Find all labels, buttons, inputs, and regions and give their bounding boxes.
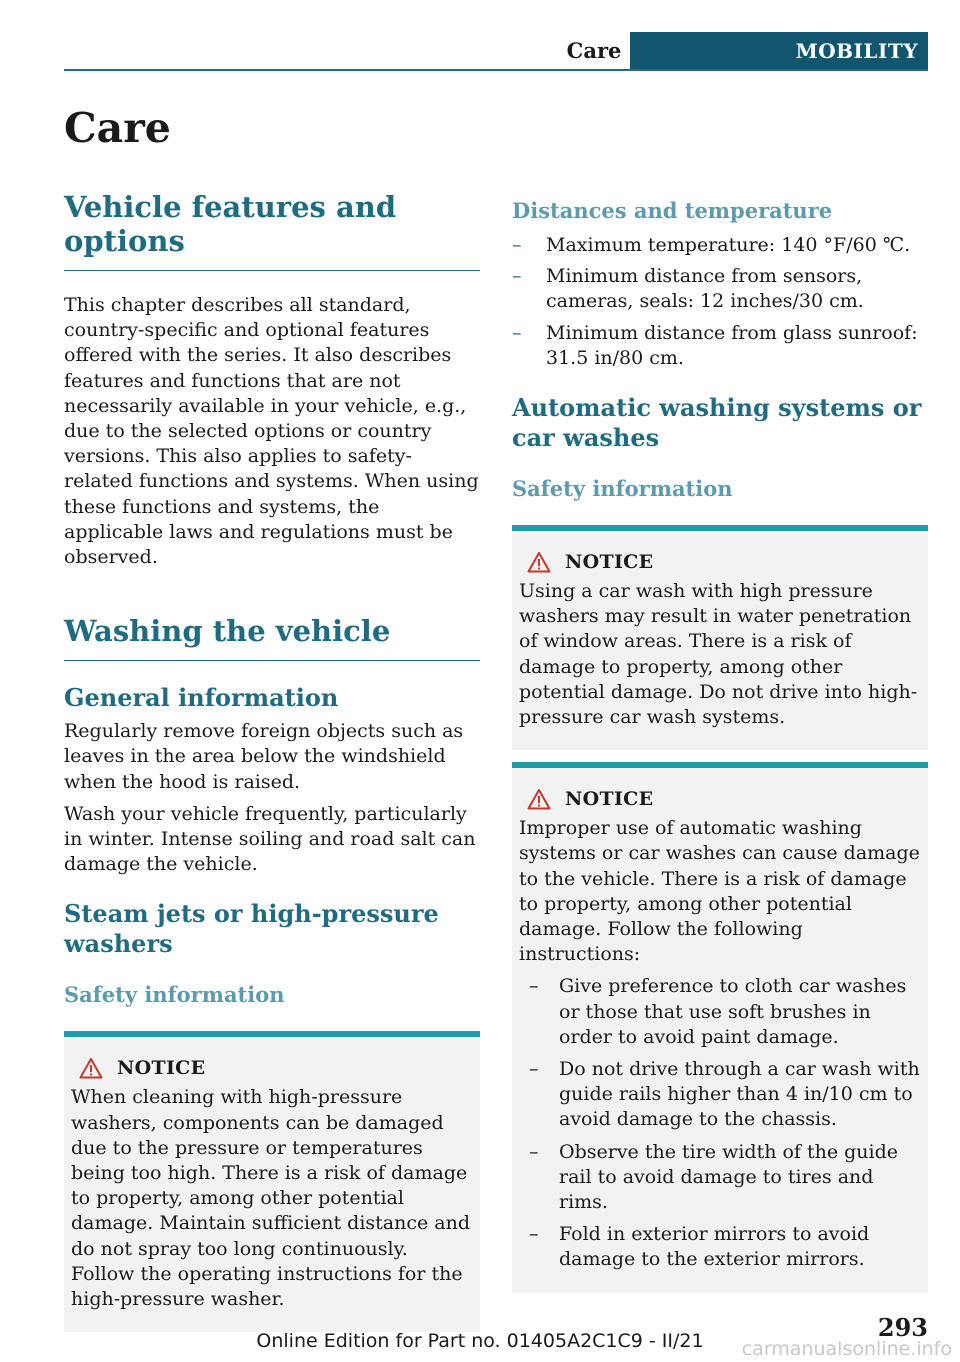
page-title: Care bbox=[64, 104, 171, 152]
dash-bullet: – bbox=[529, 975, 539, 998]
notice-header bbox=[79, 1057, 473, 1079]
list-item: – Minimum distance from sensors, cameras, seals: 12 inches/30 cm. bbox=[512, 265, 864, 313]
dash-bullet: – bbox=[529, 1140, 539, 1163]
vehicle-features-heading: Vehicle features and options bbox=[64, 190, 480, 271]
notice-text: Improper use of automatic washing systems or car washes can cause damage to the vehicle. There is a risk of damage to property, among other potential damage. Follow the following instructions: bbox=[519, 817, 920, 966]
dash-bullet: – bbox=[512, 265, 522, 288]
watermark: carmanualsonline.info bbox=[741, 1338, 952, 1360]
steam-jets-heading: Steam jets or high-pressure washers bbox=[64, 899, 439, 959]
list-item: – Do not drive through a car wash with guide rails higher than 4 in/10 cm to avoid damage to the chassis. bbox=[529, 1058, 920, 1131]
header-rule bbox=[64, 69, 928, 71]
warning-triangle-icon bbox=[527, 788, 551, 810]
automatic-washing-heading: Automatic washing systems or car washes bbox=[512, 393, 922, 453]
warning-triangle-icon bbox=[79, 1057, 103, 1079]
distances-heading: Distances and temperature bbox=[512, 198, 833, 223]
notice-label: NOTICE bbox=[565, 551, 654, 574]
automatic-safety-heading: Safety information bbox=[512, 476, 733, 502]
car-wash-instructions-list bbox=[519, 974, 921, 1272]
list-item: – Give preference to cloth car washes or those that use soft brushes in order to avoid paint damage. bbox=[529, 975, 907, 1048]
warning-triangle-icon bbox=[527, 551, 551, 573]
notice-box-car-wash-pressure bbox=[512, 525, 928, 750]
dash-bullet: – bbox=[512, 321, 522, 344]
header-chapter-tab[interactable]: MOBILITY bbox=[630, 32, 928, 70]
list-item: – Observe the tire width of the guide rail to avoid damage to tires and rims. bbox=[529, 1140, 899, 1214]
notice-label: NOTICE bbox=[117, 1057, 206, 1080]
general-information-heading: General information bbox=[64, 683, 339, 713]
steam-safety-heading: Safety information bbox=[64, 982, 285, 1008]
list-item: – Maximum temperature: 140 °F/60 ℃. bbox=[512, 233, 928, 258]
dash-bullet: – bbox=[529, 1058, 539, 1081]
footer-edition: Online Edition for Part no. 01405A2C1C9 - II/21 bbox=[256, 1330, 704, 1352]
list-item: – Fold in exterior mirrors to avoid damage to the exterior mirrors. bbox=[529, 1223, 870, 1271]
distances-list bbox=[512, 233, 928, 371]
washing-heading: Washing the vehicle bbox=[64, 614, 480, 661]
page-number: 293 bbox=[877, 1313, 928, 1342]
dash-bullet: – bbox=[512, 234, 522, 256]
notice-box-automatic-washing bbox=[512, 762, 928, 1292]
left-column bbox=[64, 190, 480, 1332]
header-section-label: Care bbox=[566, 38, 622, 63]
dash-bullet: – bbox=[529, 1223, 539, 1246]
general-information-text-1: Regularly remove foreign objects such as leaves in the area below the windshield when the hood is raised. bbox=[64, 720, 464, 793]
notice-box-high-pressure bbox=[64, 1031, 480, 1332]
notice-text: When cleaning with high-pressure washers, components can be damaged due to the pressure or temperatures being too high. There is a risk of damage to property, among other potential damage. Maintain sufficient distance and do not spray too long continuously. Follow the operating instructions for the high-pressure washer. bbox=[71, 1086, 471, 1311]
general-information-text-2: Wash your vehicle frequently, particularly in winter. Intense soiling and road salt can damage the vehicle. bbox=[64, 802, 476, 876]
vehicle-features-text: This chapter describes all standard, country-specific and optional features offered with the series. It also describes features and functions that are not necessarily available in your vehicle, e.g., due to the selected options or country versions. This also applies to safety-related functions and systems. When using these functions and systems, the applicable laws and regulations must be observed. bbox=[64, 294, 479, 569]
notice-header bbox=[527, 788, 921, 810]
notice-label: NOTICE bbox=[565, 788, 654, 811]
notice-text: Using a car wash with high pressure washers may result in water penetration of window areas. There is a risk of damage to property, among other potential damage. Do not drive into high-pressure car wash systems. bbox=[519, 580, 918, 729]
notice-header bbox=[527, 551, 921, 573]
list-item: – Minimum distance from glass sunroof: 31.5 in/80 cm. bbox=[512, 321, 918, 369]
right-column bbox=[512, 197, 928, 1293]
